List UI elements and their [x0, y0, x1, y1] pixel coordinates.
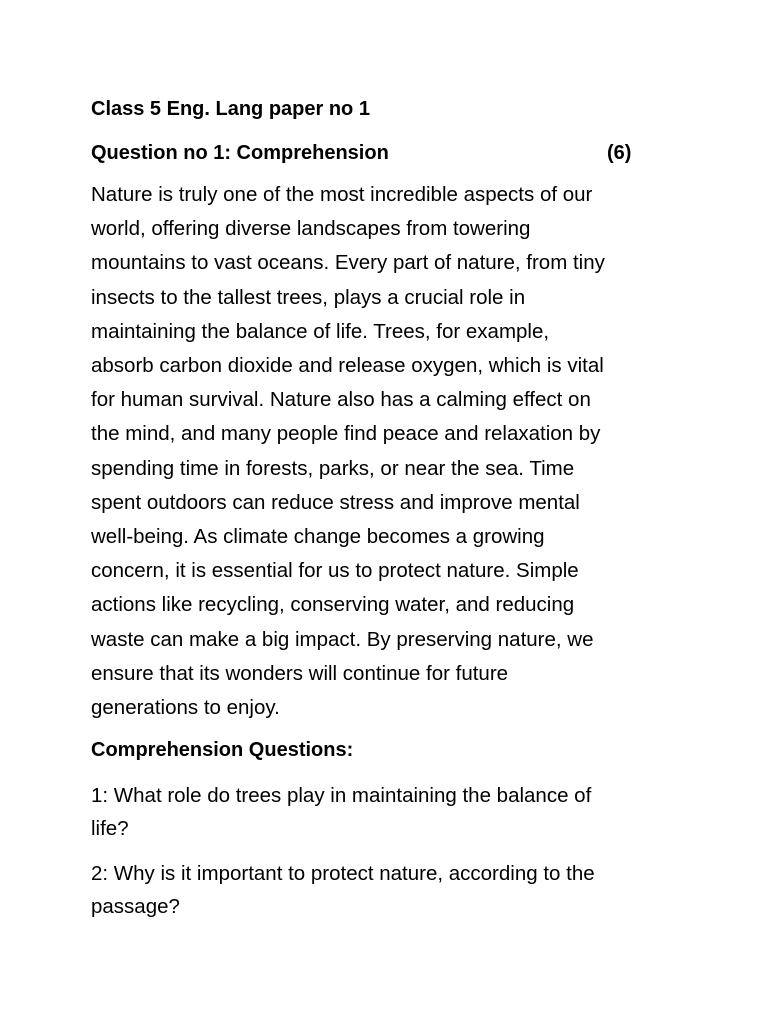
question-line: passage? — [91, 895, 180, 919]
question-line: 1: What role do trees play in maintaining the balance of — [91, 784, 592, 808]
passage-line: Nature is truly one of the most incredible aspects of our — [91, 183, 593, 206]
passage-line: the mind, and many people find peace and relaxation by — [91, 422, 601, 446]
question-line: 2: Why is it important to protect nature, according to the — [91, 862, 595, 886]
question-item-2 — [91, 857, 691, 923]
passage-line: concern, it is essential for us to protect nature. Simple — [91, 559, 579, 583]
passage-line: world, offering diverse landscapes from towering — [91, 217, 531, 241]
passage-line: spent outdoors can reduce stress and improve mental — [91, 490, 580, 514]
passage-line: mountains to vast oceans. Every part of nature, from tiny — [91, 251, 605, 275]
passage-line: waste can make a big impact. By preserving nature, we — [91, 627, 594, 651]
question-line: life? — [91, 817, 129, 841]
document-page — [91, 94, 691, 935]
passage-line: insects to the tallest trees, plays a crucial role in — [91, 285, 526, 309]
passage-line: well-being. As climate change becomes a growing — [91, 525, 545, 549]
passage-line: actions like recycling, conserving water, and reducing — [91, 593, 575, 617]
paper-title: Class 5 Eng. Lang paper no 1 — [91, 98, 370, 120]
passage-line: maintaining the balance of life. Trees, for example, — [91, 319, 550, 343]
passage-line: for human survival. Nature also has a calming effect on — [91, 388, 591, 412]
question-item-1 — [91, 779, 691, 845]
question-heading-label: Question no 1: Comprehension — [91, 142, 389, 164]
comprehension-questions-heading: Comprehension Questions: — [91, 739, 354, 762]
question-heading — [91, 138, 691, 168]
passage-line: absorb carbon dioxide and release oxygen, which is vital — [91, 354, 604, 378]
passage-line: ensure that its wonders will continue for future — [91, 661, 509, 685]
passage-line: generations to enjoy. — [91, 696, 280, 720]
comprehension-passage — [91, 178, 691, 725]
question-marks: (6) — [607, 142, 632, 164]
passage-line: spending time in forests, parks, or near the sea. Time — [91, 456, 575, 480]
